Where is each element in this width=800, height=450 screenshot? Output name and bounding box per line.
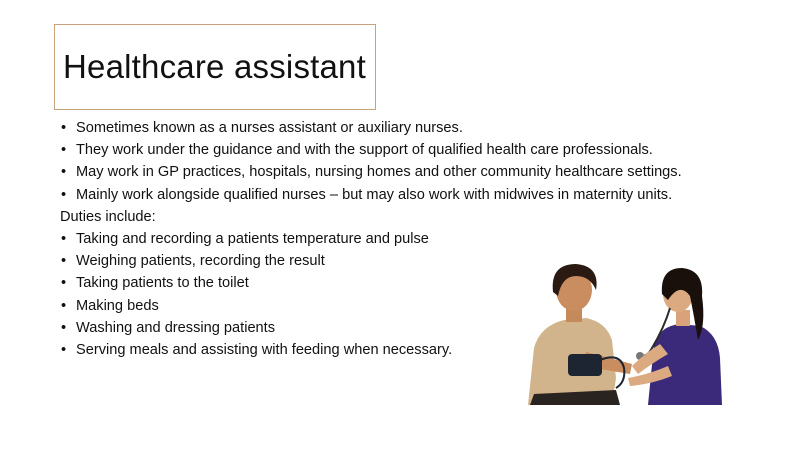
title-box [54, 24, 376, 110]
bullet-item: • Serving meals and assisting with feeding when necessary. [60, 339, 760, 361]
bullet-item: • May work in GP practices, hospitals, nursing homes and other community healthcare settings. [60, 161, 760, 183]
slide-title: Healthcare assistant [63, 48, 366, 85]
bullet-item: • Weighing patients, recording the result [60, 250, 760, 272]
bullet-item: • Sometimes known as a nurses assistant or auxiliary nurses. [60, 117, 760, 139]
bullet-item: • Mainly work alongside qualified nurses – but may also work with midwives in maternity units. [60, 184, 760, 206]
blood-pressure-cuff [568, 354, 602, 376]
bullet-item: • Taking patients to the toilet [60, 272, 760, 294]
bullet-item: • Washing and dressing patients [60, 317, 760, 339]
duties-heading: Duties include: [60, 208, 156, 225]
bullet-item: • Making beds [60, 295, 760, 317]
intro-bullet-list [60, 117, 760, 206]
nurse-patient-photo [520, 256, 730, 405]
photo-illustration [520, 256, 730, 405]
bullet-item: • Taking and recording a patients temperature and pulse [60, 228, 760, 250]
bullet-item: • They work under the guidance and with the support of qualified health care professionals. [60, 139, 760, 161]
